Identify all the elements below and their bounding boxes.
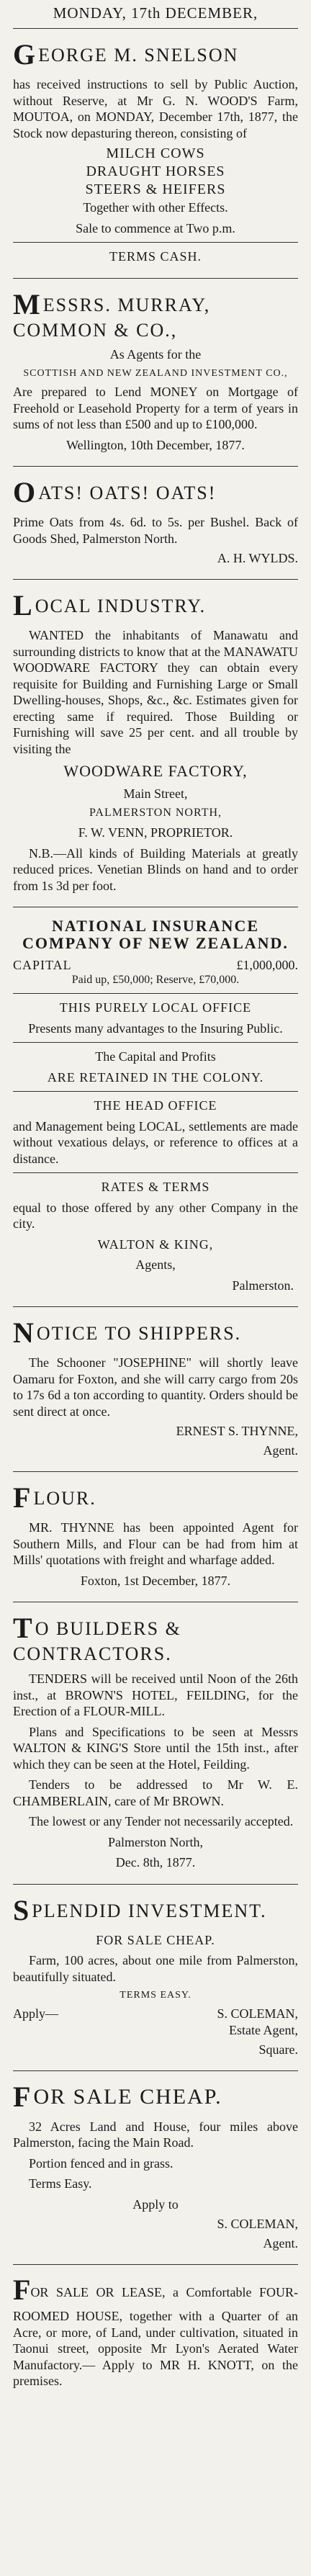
drop-cap: N bbox=[13, 1316, 35, 1350]
head-office-text: and Management being LOCAL, settlements are made without vexatious delays, or reference to offices at a distance. bbox=[13, 1118, 298, 1166]
profits-heading: The Capital and Profits bbox=[95, 1049, 216, 1064]
ad-title: FLOUR. bbox=[13, 1481, 96, 1514]
proprietor: F. W. VENN, PROPRIETOR. bbox=[78, 825, 233, 840]
drop-cap: G bbox=[13, 38, 37, 71]
list-item: DRAUGHT HORSES bbox=[86, 163, 225, 179]
local-heading: THIS PURELY LOCAL OFFICE bbox=[59, 1000, 252, 1015]
ad-body: FOR SALE OR LEASE, a Comfortable FOUR-ROOMED HOUSE, together with a Quarter of an Acre, or more, of Land, under cultivation, situated in Taonui street, opposite Mr Lyon's Aerated Water Manufactory.— Apply to MR H. KNOTT, on the premises. bbox=[13, 2274, 298, 2389]
agents-name: WALTON & KING, bbox=[97, 1237, 214, 1252]
ad-body: Are prepared to Lend MONEY on Mortgage of Freehold or Leasehold Property for a term of years in sums of not less than £500 and up to £100,000. bbox=[13, 385, 298, 432]
drop-cap: F bbox=[13, 2274, 31, 2307]
agent-role: Estate Agent, bbox=[229, 2022, 298, 2037]
place: Palmerston North, bbox=[108, 1834, 203, 1849]
ad-investment bbox=[13, 1884, 298, 2070]
agent-name: S. COLEMAN, bbox=[217, 2217, 298, 2232]
rates-text: equal to those offered by any other Company in the city. bbox=[13, 1200, 298, 1231]
ad-body: TENDERS will be received until Noon of the 26th inst., at BROWN'S HOTEL, FEILDING, for the Erection of a FLOUR-MILL. bbox=[13, 1671, 298, 1719]
profits-text: ARE RETAINED IN THE COLONY. bbox=[47, 1069, 264, 1085]
ad-oats bbox=[13, 466, 298, 579]
ad-body: Portion fenced and in grass. bbox=[29, 2155, 173, 2171]
ad-title: OATS! OATS! OATS! bbox=[13, 476, 217, 509]
local-text: Presents many advantages to the Insuring Public. bbox=[28, 1020, 283, 1036]
ad-title: MESSRS. MURRAY, COMMON & CO., bbox=[13, 287, 211, 341]
list-item: MILCH COWS bbox=[106, 145, 205, 161]
company-name: SCOTTISH AND NEW ZEALAND INVESTMENT CO., bbox=[23, 367, 288, 379]
ad-for-sale bbox=[13, 2070, 298, 2265]
ad-lease bbox=[13, 2264, 298, 2402]
drop-cap: M bbox=[13, 287, 42, 320]
paid-up: Paid up, £50,000; Reserve, £70,000. bbox=[71, 974, 240, 987]
capital-value: £1,000,000. bbox=[236, 958, 298, 973]
ad-body: Tenders to be addressed to Mr W. E. CHAMBERLAIN, care of Mr BROWN. bbox=[13, 1777, 298, 1808]
agents-role: Agents, bbox=[135, 1257, 176, 1273]
agents-place: Palmerston. bbox=[232, 1278, 294, 1293]
ad-title: FOR SALE CHEAP. bbox=[13, 2080, 222, 2113]
ad-builders bbox=[13, 1602, 298, 1883]
terms: TERMS CASH. bbox=[109, 249, 202, 264]
sale-time: Sale to commence at Two p.m. bbox=[76, 220, 235, 235]
capital-line bbox=[13, 958, 298, 973]
ad-title: SPLENDID INVESTMENT. bbox=[13, 1893, 267, 1926]
town: PALMERSTON NORTH, bbox=[89, 807, 222, 820]
dateline: Foxton, 1st December, 1877. bbox=[80, 1573, 231, 1588]
factory-name: WOODWARE FACTORY, bbox=[63, 762, 248, 781]
terms: TERMS EASY. bbox=[120, 1990, 191, 2001]
ad-title: LOCAL INDUSTRY. bbox=[13, 589, 207, 622]
head-office-heading: THE HEAD OFFICE bbox=[94, 1098, 217, 1113]
divider bbox=[13, 1172, 298, 1173]
ad-local-industry bbox=[13, 579, 298, 907]
drop-cap: O bbox=[13, 476, 37, 509]
ad-body: The Schooner "JOSEPHINE" will shortly leave Oamaru for Foxton, and she will carry cargo from 20s to 17s 6d a ton according to quantity. Orders should be sent direct at once. bbox=[13, 1355, 298, 1419]
agent-name: S. COLEMAN, bbox=[217, 2006, 298, 2021]
street: Main Street, bbox=[123, 786, 188, 801]
agent-place: Square. bbox=[258, 2042, 298, 2057]
ad-title: NOTICE TO SHIPPERS. bbox=[13, 1316, 242, 1350]
ad-body: WANTED the inhabitants of Manawatu and surrounding districts to know that at the MANAWATU WOODWARE FACTORY they can obtain every requisite for Building and Furnishing Large or Small Dwelling-houses, Shops, &c., &c. Estimates given for erecting same if required. Those Building or Furnishing will save 25 per cent. and all trouble by visiting the bbox=[13, 628, 298, 756]
ad-insurance bbox=[13, 907, 298, 1306]
ad-title: GEORGE M. SNELSON bbox=[13, 38, 239, 71]
signature: ERNEST S. THYNNE, bbox=[176, 1424, 298, 1439]
drop-cap: S bbox=[13, 1893, 31, 1926]
drop-cap: T bbox=[13, 1612, 34, 1645]
apply-label: Apply— bbox=[13, 2006, 58, 2021]
agents-for: As Agents for the bbox=[109, 347, 202, 362]
apply-line bbox=[13, 2006, 298, 2021]
drop-cap: F bbox=[13, 2080, 32, 2113]
ad-snelson bbox=[13, 28, 298, 278]
ad-body: Farm, 100 acres, about one mile from Palmerston, beautifully situated. bbox=[13, 1953, 298, 1984]
ad-title: TO BUILDERS & CONTRACTORS. bbox=[13, 1612, 181, 1665]
ad-body: has received instructions to sell by Public Auction, without Reserve, at Mr G. N. WOOD'S Farm, MOUTOA, on MONDAY, December 17th, 1877, the Stock now depasturing thereon, consisting of bbox=[13, 77, 298, 140]
ad-body: MR. THYNNE has been appointed Agent for Southern Mills, and Flour can be had from him at Mills' quotations with freight and wharfage added. bbox=[13, 1520, 298, 1568]
newspaper-column bbox=[13, 0, 298, 2402]
ad-body: 32 Acres Land and House, four miles above Palmerston, facing the Main Road. bbox=[13, 2119, 298, 2150]
divider bbox=[13, 242, 298, 243]
together-line: Together with other Effects. bbox=[83, 200, 228, 215]
ad-murray bbox=[13, 278, 298, 467]
signature-role: Agent. bbox=[263, 1443, 298, 1458]
agent-role: Agent. bbox=[263, 2236, 298, 2251]
dateline: MONDAY, 17th DECEMBER, bbox=[53, 4, 258, 22]
apply-label: Apply to bbox=[132, 2196, 179, 2212]
list-item: STEERS & HEIFERS bbox=[85, 181, 226, 197]
divider bbox=[13, 1042, 298, 1043]
rates-heading: RATES & TERMS bbox=[101, 1180, 210, 1195]
drop-cap: F bbox=[13, 1481, 32, 1514]
ad-body: The lowest or any Tender not necessarily accepted. bbox=[29, 1814, 294, 1829]
ad-title: NATIONAL INSURANCE COMPANY OF NEW ZEALAND. bbox=[22, 917, 289, 953]
signature: A. H. WYLDS. bbox=[217, 551, 298, 566]
ad-subtitle: FOR SALE CHEAP. bbox=[96, 1932, 215, 1947]
ad-note: N.B.—All kinds of Building Materials at greatly reduced prices. Venetian Blinds on hand and to order from 1s 3d per foot. bbox=[13, 845, 298, 893]
date: Dec. 8th, 1877. bbox=[115, 1855, 196, 1870]
terms: Terms Easy. bbox=[29, 2176, 92, 2191]
divider bbox=[13, 993, 298, 994]
ad-body: Plans and Specifications to be seen at Messrs WALTON & KING'S Store until the 15th inst., after which they can be seen at the Hotel, Feilding. bbox=[13, 1724, 298, 1772]
capital-label: CAPITAL bbox=[13, 958, 72, 973]
ad-body: Prime Oats from 4s. 6d. to 5s. per Bushel. Back of Goods Shed, Palmerston North. bbox=[13, 515, 298, 546]
ad-flour bbox=[13, 1471, 298, 1602]
drop-cap: L bbox=[13, 589, 34, 622]
divider bbox=[13, 1091, 298, 1092]
dateline: Wellington, 10th December, 1877. bbox=[66, 437, 245, 452]
ad-shippers bbox=[13, 1306, 298, 1471]
